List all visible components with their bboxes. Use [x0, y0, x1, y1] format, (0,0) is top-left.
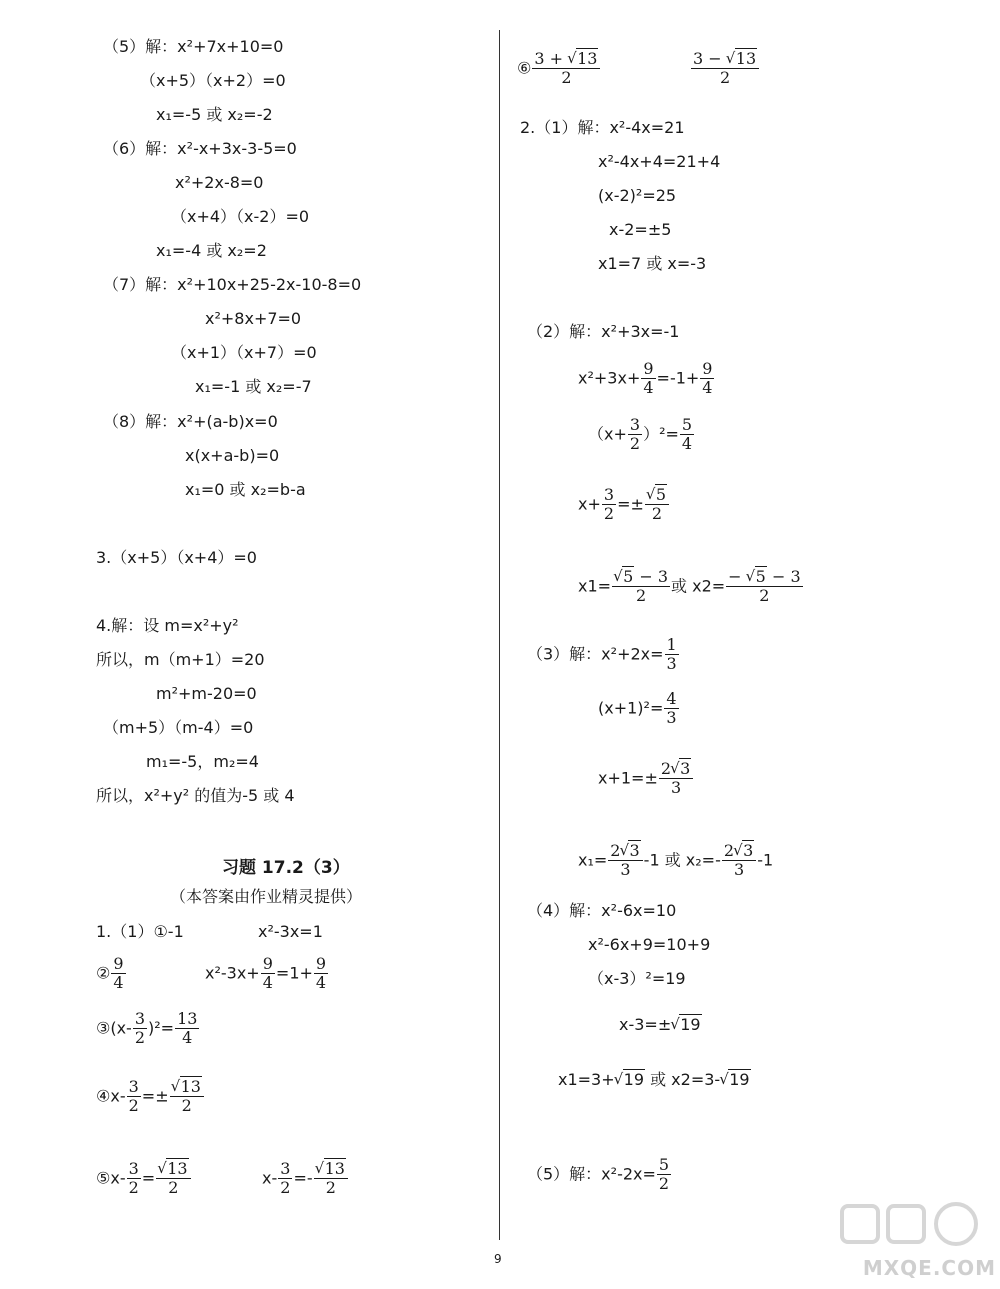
q2p3-line2: (x+1)²= $\frac{4}{3}$ [598, 689, 677, 727]
section-title: 习题 17.2（3） [222, 858, 350, 878]
q2p2-line4: x+ $\frac{3}{2}$ =± √ $\frac{5}{2}$ [578, 486, 670, 523]
q2p2-line2: x²+3x+ $\frac{9}{4}$ =-1+ $\frac{9}{4}$ [578, 359, 713, 397]
q2p4-line1: （4）解：x²-6x=10 [527, 901, 677, 920]
q2p3-line1: （3）解：x²+2x= $\frac{1}{3}$ [527, 635, 677, 673]
q4-line5: m₁=-5，m₂=4 [146, 752, 259, 771]
q2p1-line5: x1=7 或 x=-3 [598, 254, 707, 273]
watermark [826, 1200, 996, 1280]
p6-line3: （x+4）（x-2）=0 [171, 207, 310, 226]
q2p2-line3: （x+ $\frac{3}{2}$ ）²= $\frac{5}{4}$ [588, 415, 693, 453]
e1-step2 [96, 955, 127, 992]
p5-line2: （x+5）（x+2）=0 [140, 71, 286, 90]
p6-line1: （6）解：x²-x+3x-3-5=0 [103, 139, 297, 158]
q4-line4: （m+5）（m-4）=0 [103, 718, 254, 737]
q2p1-line1: 2.（1）解：x²-4x=21 [520, 118, 685, 137]
p5-line3: x₁=-5 或 x₂=-2 [156, 105, 273, 124]
p8-line1: （8）解：x²+(a-b)x=0 [103, 412, 278, 431]
q4-line2: 所以，m（m+1）=20 [96, 650, 265, 669]
q2p4-line5: x1=3+√ 19 或 x2=3-√ 19 [558, 1070, 751, 1090]
q2p1-line3: (x-2)²=25 [598, 186, 677, 205]
p6-line2: x²+2x-8=0 [175, 173, 264, 192]
sqrt-symbol: √ 13 [172, 1078, 202, 1096]
p5-line1: （5）解：x²+7x+10=0 [103, 37, 284, 56]
e1-step6: ⑥ $\frac{3 + √ 13}{2}$ [517, 50, 601, 87]
p8-line2: x(x+a-b)=0 [185, 446, 280, 465]
e1-head: 1.（1）①-1 [96, 922, 184, 941]
p7-line2: x²+8x+7=0 [205, 309, 302, 328]
p7-line4: x₁=-1 或 x₂=-7 [195, 377, 312, 396]
step-mark: ② [96, 963, 111, 983]
section-subtitle: （本答案由作业精灵提供） [170, 887, 363, 906]
p8-line3: x₁=0 或 x₂=b-a [185, 480, 306, 499]
e1-step6-b: $\frac{3 - √ 13}{2}$ [690, 50, 760, 87]
e1-step4: ④x- $\frac{3}{2}$ =± √ $\frac{13}{2}$ [96, 1078, 205, 1115]
q4-line1: 4.解：设 m=x²+y² [96, 616, 239, 635]
watermark-stamp-icon [838, 1200, 988, 1250]
q2p1-line4: x-2=±5 [609, 220, 672, 239]
page-number: 9 [494, 1252, 502, 1266]
q3-line: 3.（x+5）（x+4）=0 [96, 548, 257, 567]
q2p4-line2: x²-6x+9=10+9 [588, 935, 711, 954]
p6-line4: x₁=-4 或 x₂=2 [156, 241, 267, 260]
column-divider [499, 30, 500, 1240]
p7-line1: （7）解：x²+10x+25-2x-10-8=0 [103, 275, 362, 294]
q2p4-line3: （x-3）²=19 [588, 969, 686, 988]
q2p4-line4: x-3=±√ 19 [619, 1015, 702, 1035]
q2p1-line2: x²-4x+4=21+4 [598, 152, 721, 171]
q4-line3: m²+m-20=0 [156, 684, 257, 703]
e1-step5: ⑤x- $\frac{3}{2}$ = √ $\frac{13}{2}$ [96, 1160, 192, 1197]
e1-step2-eq: x²-3x+ $\frac{9}{4}$ =1+ $\frac{9}{4}$ [205, 954, 327, 992]
q2p3-line4: x₁= $\frac{2√ 3}{3}$ -1 或 x₂=- $\frac{2√ 3}{3}$ -1 [578, 842, 773, 879]
q2p5-line1: （5）解：x²-2x= $\frac{5}{2}$ [527, 1155, 670, 1193]
q2p3-line3: x+1=± $\frac{2√ 3}{3}$ [598, 760, 694, 797]
watermark-text: MXQE.COM [862, 1256, 996, 1280]
q2p2-line1: （2）解：x²+3x=-1 [527, 322, 680, 341]
q4-line6: 所以，x²+y² 的值为-5 或 4 [96, 786, 295, 805]
e1-head-eq: x²-3x=1 [258, 922, 323, 941]
fraction: $\frac{9}{4}$ [113, 954, 124, 992]
p7-line3: （x+1）（x+7）=0 [171, 343, 317, 362]
e1-step5-b: x- $\frac{3}{2}$ =- √ $\frac{13}{2}$ [262, 1160, 349, 1197]
q2p2-line5: x1= √ $\frac{5 - 3}{2}$ 或 x2= $\frac{- √ 5 - 3}{2}$ [578, 568, 804, 605]
e1-step3: ③(x- $\frac{3}{2}$ )²= $\frac{13}{4}$ [96, 1009, 198, 1047]
